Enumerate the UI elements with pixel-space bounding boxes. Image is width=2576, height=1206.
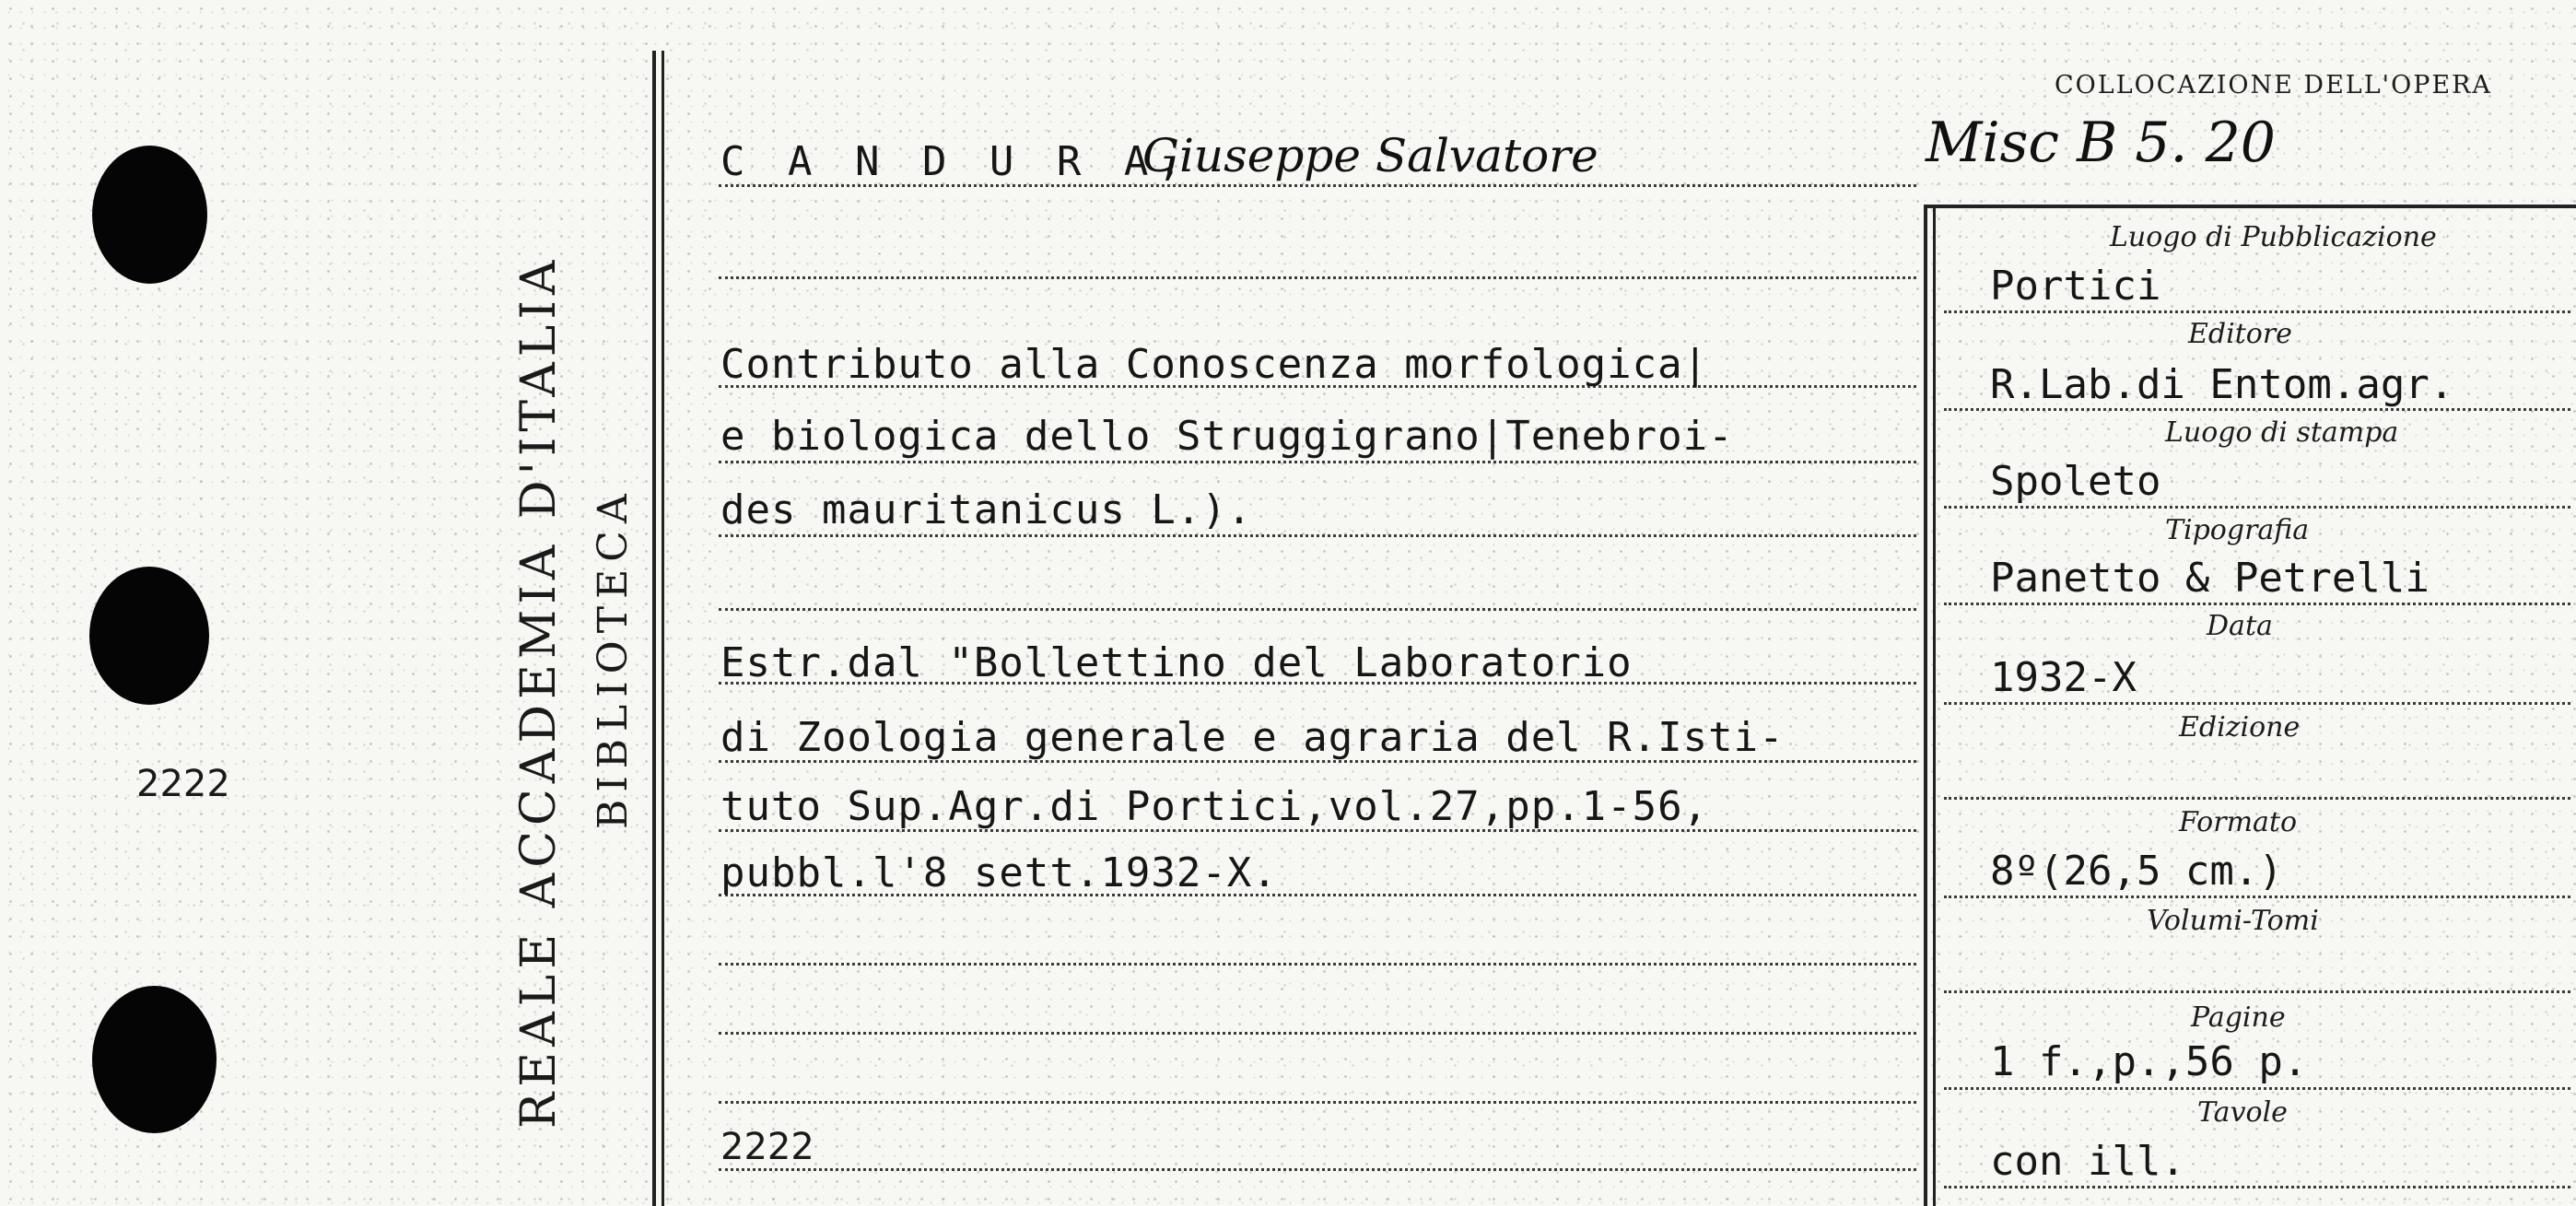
field-value-pages: 1 f.,p.,56 p.: [1990, 1038, 2308, 1085]
accession-number-bottom: 2222: [720, 1126, 814, 1168]
field-value-plates: con ill.: [1990, 1138, 2185, 1185]
source-line-4: pubbl.l'8 sett.1932-X.: [720, 849, 1278, 896]
shelfmark-header: COLLOCAZIONE DELL'OPERA: [2055, 71, 2492, 100]
field-value-publisher: R.Lab.di Entom.agr.: [1990, 361, 2454, 408]
left-border-line-inner: [662, 51, 664, 1206]
field-label-print-place: Luogo di stampa: [2165, 416, 2399, 449]
rule-line: [719, 1168, 1916, 1171]
title-line-3: des mauritanicus L.).: [720, 486, 1253, 533]
field-rule: [1944, 310, 2570, 313]
source-line-2: di Zoologia generale e agraria del R.Isti-: [720, 714, 1785, 761]
rule-line: [719, 1032, 1916, 1035]
field-rule: [1944, 1087, 2570, 1090]
field-rule: [1944, 702, 2570, 705]
punch-hole-middle: [89, 567, 209, 705]
field-label-plates: Tavole: [2197, 1096, 2288, 1129]
field-rule: [1944, 408, 2570, 411]
field-label-volumes: Volumi-Tomi: [2147, 905, 2319, 937]
author-surname: C A N D U R A,: [720, 138, 1191, 185]
field-rule: [1944, 896, 2570, 898]
right-panel-top-border: [1924, 205, 2576, 208]
rule-line: [719, 276, 1916, 279]
field-label-place: Luogo di Pubblicazione: [2110, 221, 2437, 253]
field-label-edition: Edizione: [2179, 711, 2301, 744]
field-rule: [1944, 506, 2570, 509]
shelfmark-handwritten: Misc B 5. 20: [1926, 111, 2276, 175]
field-label-date: Data: [2207, 610, 2273, 642]
rule-line: [719, 461, 1916, 463]
field-rule: [1944, 1186, 2570, 1188]
right-panel-border: [1924, 205, 1927, 1206]
field-value-place: Portici: [1990, 263, 2161, 310]
field-label-printer: Tipografia: [2165, 514, 2310, 546]
field-label-format: Formato: [2179, 806, 2298, 838]
punch-hole-bottom: [92, 986, 217, 1133]
source-line-1: Estr.dal "Bollettino del Laboratorio: [720, 639, 1633, 686]
rule-line: [719, 608, 1916, 611]
title-line-1: Contributo alla Conoscenza morfologica|: [720, 341, 1709, 388]
field-rule: [1944, 603, 2570, 605]
field-value-date: 1932-X: [1990, 654, 2137, 701]
right-panel-border-inner: [1933, 205, 1936, 1206]
field-value-format: 8º(26,5 cm.): [1990, 848, 2283, 895]
punch-hole-top: [92, 146, 207, 284]
title-line-2: e biologica dello Struggigrano|Tenebroi-: [720, 413, 1734, 460]
field-rule: [1944, 797, 2570, 800]
field-label-pages: Pagine: [2191, 1001, 2286, 1034]
institution-vertical-title: REALE ACCADEMIA D'ITALIA: [511, 254, 567, 1129]
accession-number-left: 2222: [136, 763, 230, 805]
rule-line: [719, 534, 1916, 537]
field-label-publisher: Editore: [2188, 318, 2292, 350]
source-line-3: tuto Sup.Agr.di Portici,vol.27,pp.1-56,: [720, 783, 1709, 830]
author-given-names-handwritten: Giuseppe Salvatore: [1142, 129, 1598, 182]
field-rule: [1944, 990, 2570, 993]
library-vertical-subtitle: BIBLIOTECA: [590, 486, 637, 829]
left-border-line: [652, 51, 656, 1206]
rule-line: [719, 1101, 1916, 1104]
field-value-printer: Panetto & Petrelli: [1990, 555, 2430, 602]
field-value-print-place: Spoleto: [1990, 458, 2161, 505]
rule-line: [719, 963, 1916, 966]
